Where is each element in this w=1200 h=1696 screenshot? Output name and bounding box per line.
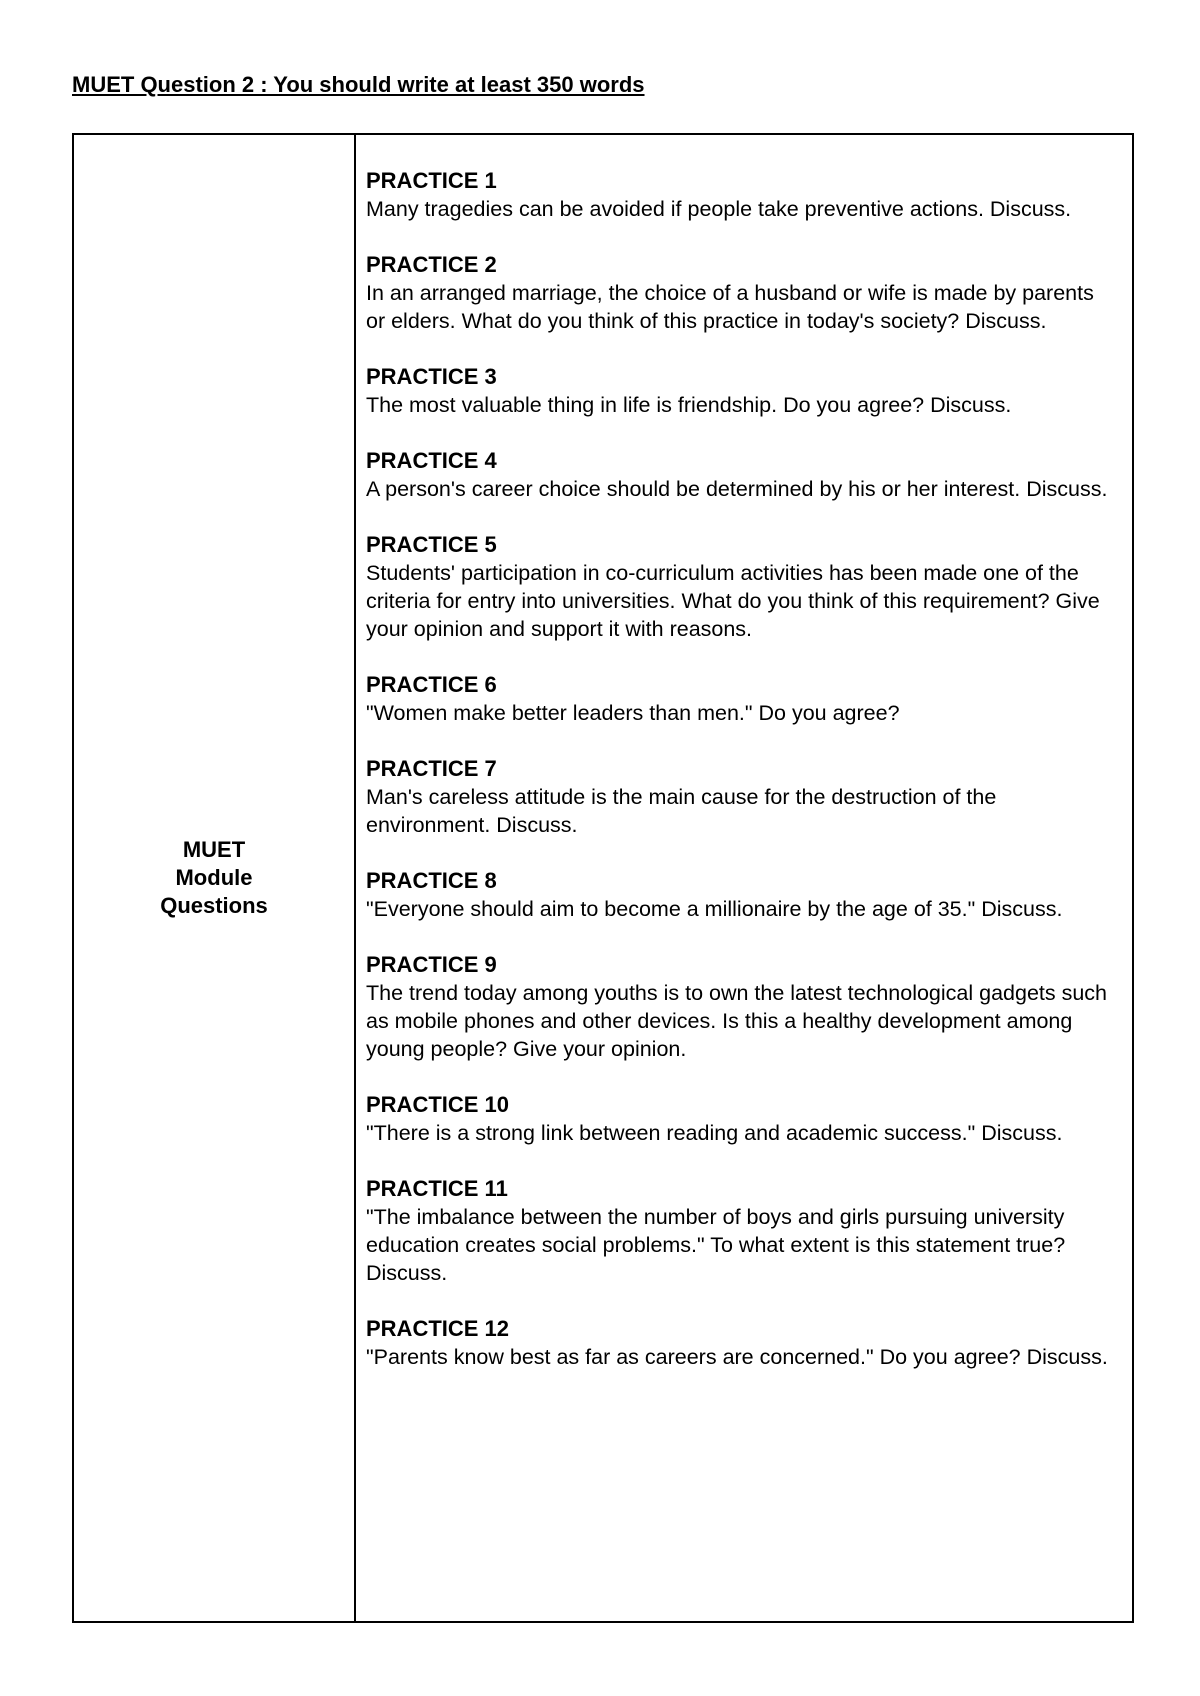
practice-item	[366, 531, 1110, 643]
questions-table	[72, 133, 1134, 1623]
practice-item	[366, 1091, 1110, 1147]
practice-text: "There is a strong link between reading and academic success." Discuss.	[366, 1121, 1063, 1145]
module-label	[160, 836, 268, 920]
practice-item	[366, 867, 1110, 923]
practice-title: PRACTICE 5	[366, 532, 497, 557]
page-heading: MUET Question 2 : You should write at least 350 words	[72, 72, 645, 97]
practice-title: PRACTICE 10	[366, 1092, 510, 1117]
practice-item	[366, 671, 1110, 727]
practice-title: PRACTICE 1	[366, 168, 497, 193]
practice-text: "The imbalance between the number of boys and girls pursuing university education creates social problems." To what extent is this statement true? Discuss.	[366, 1205, 1066, 1285]
module-label-line: Module	[175, 865, 253, 890]
practice-title: PRACTICE 4	[366, 448, 497, 473]
practice-title: PRACTICE 6	[366, 672, 497, 697]
table-label-cell	[74, 135, 356, 1621]
practice-title: PRACTICE 9	[366, 952, 497, 977]
practice-title: PRACTICE 8	[366, 868, 497, 893]
practice-item	[366, 251, 1110, 335]
practice-item	[366, 755, 1110, 839]
practice-text: "Everyone should aim to become a millionaire by the age of 35." Discuss.	[366, 897, 1063, 921]
practice-text: The trend today among youths is to own the latest technological gadgets such as mobile phones and other devices. Is this a healthy development among young people? Give your opinion.	[366, 981, 1108, 1061]
practice-list-cell	[356, 135, 1132, 1621]
practice-text: Students' participation in co-curriculum activities has been made one of the criteria for entry into universities. What do you think of this requirement? Give your opinion and support it with reasons.	[366, 561, 1100, 641]
practice-text: "Women make better leaders than men." Do you agree?	[366, 701, 900, 725]
practice-title: PRACTICE 12	[366, 1316, 510, 1341]
practice-text: "Parents know best as far as careers are concerned." Do you agree? Discuss.	[366, 1345, 1108, 1369]
practice-text: Man's careless attitude is the main cause for the destruction of the environment. Discuss.	[366, 785, 997, 837]
practice-text: The most valuable thing in life is friendship. Do you agree? Discuss.	[366, 393, 1012, 417]
practice-title: PRACTICE 7	[366, 756, 497, 781]
practice-title: PRACTICE 2	[366, 252, 497, 277]
practice-title: PRACTICE 3	[366, 364, 497, 389]
practice-item	[366, 1315, 1110, 1371]
practice-item	[366, 447, 1110, 503]
practice-text: Many tragedies can be avoided if people take preventive actions. Discuss.	[366, 197, 1072, 221]
practice-item	[366, 951, 1110, 1063]
module-label-line: Questions	[160, 893, 268, 918]
practice-item	[366, 363, 1110, 419]
practice-item	[366, 167, 1110, 223]
module-label-line: MUET	[182, 837, 246, 862]
practice-text: A person's career choice should be determined by his or her interest. Discuss.	[366, 477, 1108, 501]
practice-text: In an arranged marriage, the choice of a husband or wife is made by parents or elders. What do you think of this practice in today's society? Discuss.	[366, 281, 1094, 333]
practice-item	[366, 1175, 1110, 1287]
practice-title: PRACTICE 11	[366, 1176, 508, 1201]
